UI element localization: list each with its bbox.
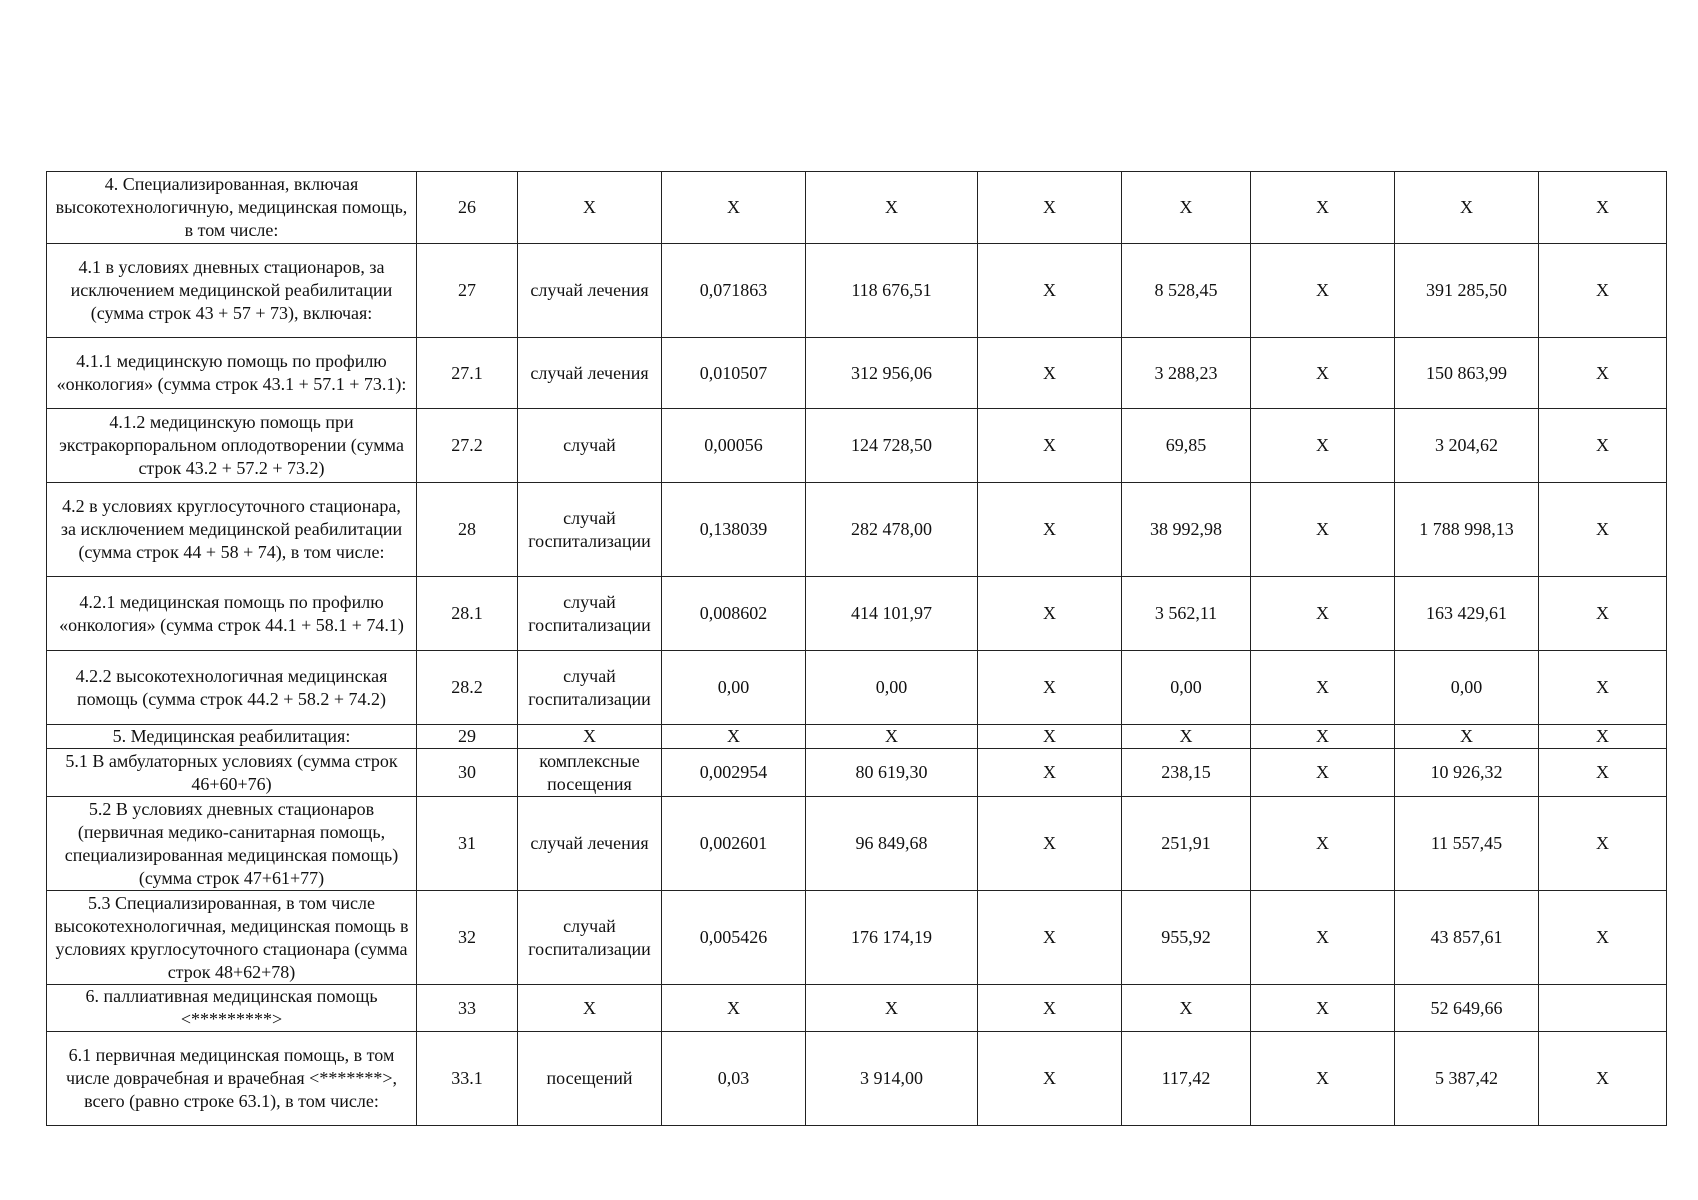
value-cell-5: Х <box>1251 577 1395 651</box>
value-cell-6: 43 857,61 <box>1395 891 1539 985</box>
value-cell-1: Х <box>662 172 806 244</box>
value-cell-6: 1 788 998,13 <box>1395 483 1539 577</box>
row-name-cell: 4.1 в условиях дневных стационаров, за исключением медицинской реабилитации (сумма строк 43 + 57 + 73), включая: <box>47 244 417 338</box>
value-cell-7: Х <box>1539 338 1667 409</box>
value-cell-6: 150 863,99 <box>1395 338 1539 409</box>
value-cell-3: Х <box>978 1032 1122 1126</box>
value-cell-4: Х <box>1122 725 1251 749</box>
table-row <box>47 749 1667 797</box>
value-cell-2: 80 619,30 <box>806 749 978 797</box>
value-cell-3: Х <box>978 985 1122 1032</box>
value-cell-6: 391 285,50 <box>1395 244 1539 338</box>
value-cell-7: Х <box>1539 172 1667 244</box>
value-cell-4: 3 562,11 <box>1122 577 1251 651</box>
value-cell-3: Х <box>978 651 1122 725</box>
value-cell-2: 282 478,00 <box>806 483 978 577</box>
row-number-cell: 27.1 <box>417 338 518 409</box>
value-cell-4: 8 528,45 <box>1122 244 1251 338</box>
value-cell-4: 251,91 <box>1122 797 1251 891</box>
value-cell-2: 3 914,00 <box>806 1032 978 1126</box>
value-cell-7: Х <box>1539 1032 1667 1126</box>
row-name-cell: 4.1.1 медицинскую помощь по профилю «онкология» (сумма строк 43.1 + 57.1 + 73.1): <box>47 338 417 409</box>
value-cell-5: Х <box>1251 797 1395 891</box>
row-number-cell: 28.1 <box>417 577 518 651</box>
value-cell-3: Х <box>978 797 1122 891</box>
value-cell-7: Х <box>1539 483 1667 577</box>
row-name-cell: 5.1 В амбулаторных условиях (сумма строк 46+60+76) <box>47 749 417 797</box>
value-cell-1: 0,008602 <box>662 577 806 651</box>
table-row <box>47 172 1667 244</box>
value-cell-7: Х <box>1539 244 1667 338</box>
value-cell-7: Х <box>1539 749 1667 797</box>
unit-cell: Х <box>518 172 662 244</box>
value-cell-3: Х <box>978 244 1122 338</box>
value-cell-5: Х <box>1251 338 1395 409</box>
table-row <box>47 338 1667 409</box>
value-cell-1: 0,005426 <box>662 891 806 985</box>
value-cell-4: 0,00 <box>1122 651 1251 725</box>
unit-cell: случай госпитализации <box>518 891 662 985</box>
value-cell-5: Х <box>1251 1032 1395 1126</box>
value-cell-5: Х <box>1251 651 1395 725</box>
row-name-cell: 4.2 в условиях круглосуточного стационара, за исключением медицинской реабилитации (сумма строк 44 + 58 + 74), в том числе: <box>47 483 417 577</box>
row-name-cell: 4.2.2 высокотехнологичная медицинская помощь (сумма строк 44.2 + 58.2 + 74.2) <box>47 651 417 725</box>
row-number-cell: 33.1 <box>417 1032 518 1126</box>
value-cell-1: Х <box>662 725 806 749</box>
row-name-cell: 5.3 Специализированная, в том числе высокотехнологичная, медицинская помощь в условиях круглосуточного стационара (сумма строк 48+62+78) <box>47 891 417 985</box>
value-cell-6: 10 926,32 <box>1395 749 1539 797</box>
value-cell-2: Х <box>806 172 978 244</box>
value-cell-1: 0,071863 <box>662 244 806 338</box>
value-cell-7: Х <box>1539 651 1667 725</box>
table-row <box>47 651 1667 725</box>
value-cell-5: Х <box>1251 985 1395 1032</box>
value-cell-6: Х <box>1395 172 1539 244</box>
value-cell-1: 0,138039 <box>662 483 806 577</box>
value-cell-7 <box>1539 985 1667 1032</box>
value-cell-3: Х <box>978 891 1122 985</box>
value-cell-4: 38 992,98 <box>1122 483 1251 577</box>
table-row <box>47 409 1667 483</box>
value-cell-3: Х <box>978 483 1122 577</box>
value-cell-7: Х <box>1539 797 1667 891</box>
unit-cell: Х <box>518 725 662 749</box>
unit-cell: случай <box>518 409 662 483</box>
value-cell-2: Х <box>806 725 978 749</box>
unit-cell: случай лечения <box>518 797 662 891</box>
value-cell-5: Х <box>1251 483 1395 577</box>
value-cell-7: Х <box>1539 409 1667 483</box>
row-name-cell: 6. паллиативная медицинская помощь <*********> <box>47 985 417 1032</box>
row-number-cell: 27.2 <box>417 409 518 483</box>
value-cell-2: 312 956,06 <box>806 338 978 409</box>
value-cell-1: 0,03 <box>662 1032 806 1126</box>
value-cell-4: 955,92 <box>1122 891 1251 985</box>
value-cell-3: Х <box>978 577 1122 651</box>
row-number-cell: 30 <box>417 749 518 797</box>
value-cell-2: 124 728,50 <box>806 409 978 483</box>
value-cell-5: Х <box>1251 172 1395 244</box>
unit-cell: случай лечения <box>518 338 662 409</box>
table-row <box>47 1032 1667 1126</box>
row-name-cell: 5. Медицинская реабилитация: <box>47 725 417 749</box>
value-cell-5: Х <box>1251 725 1395 749</box>
table-body <box>47 172 1667 1126</box>
value-cell-6: 163 429,61 <box>1395 577 1539 651</box>
value-cell-6: 0,00 <box>1395 651 1539 725</box>
row-number-cell: 29 <box>417 725 518 749</box>
value-cell-7: Х <box>1539 577 1667 651</box>
unit-cell: случай лечения <box>518 244 662 338</box>
value-cell-4: 238,15 <box>1122 749 1251 797</box>
table-row <box>47 985 1667 1032</box>
row-name-cell: 4. Специализированная, включая высокотехнологичную, медицинская помощь, в том числе: <box>47 172 417 244</box>
row-number-cell: 31 <box>417 797 518 891</box>
row-name-cell: 6.1 первичная медицинская помощь, в том числе доврачебная и врачебная <*******>, всего (равно строке 63.1), в том числе: <box>47 1032 417 1126</box>
value-cell-5: Х <box>1251 891 1395 985</box>
value-cell-5: Х <box>1251 244 1395 338</box>
unit-cell: Х <box>518 985 662 1032</box>
value-cell-3: Х <box>978 172 1122 244</box>
table-row <box>47 797 1667 891</box>
value-cell-1: Х <box>662 985 806 1032</box>
value-cell-5: Х <box>1251 409 1395 483</box>
table-row <box>47 244 1667 338</box>
value-cell-2: 96 849,68 <box>806 797 978 891</box>
row-number-cell: 28.2 <box>417 651 518 725</box>
value-cell-4: 117,42 <box>1122 1032 1251 1126</box>
value-cell-6: 52 649,66 <box>1395 985 1539 1032</box>
value-cell-4: 3 288,23 <box>1122 338 1251 409</box>
value-cell-3: Х <box>978 338 1122 409</box>
table-row <box>47 483 1667 577</box>
value-cell-7: Х <box>1539 891 1667 985</box>
unit-cell: случай госпитализации <box>518 483 662 577</box>
medical-care-table <box>46 171 1667 1126</box>
value-cell-1: 0,010507 <box>662 338 806 409</box>
value-cell-3: Х <box>978 409 1122 483</box>
value-cell-2: 414 101,97 <box>806 577 978 651</box>
value-cell-7: Х <box>1539 725 1667 749</box>
value-cell-2: 176 174,19 <box>806 891 978 985</box>
row-name-cell: 4.2.1 медицинская помощь по профилю «онкология» (сумма строк 44.1 + 58.1 + 74.1) <box>47 577 417 651</box>
value-cell-5: Х <box>1251 749 1395 797</box>
row-name-cell: 5.2 В условиях дневных стационаров (первичная медико-санитарная помощь, специализированная медицинская помощь) (сумма строк 47+61+77) <box>47 797 417 891</box>
value-cell-3: Х <box>978 725 1122 749</box>
row-number-cell: 26 <box>417 172 518 244</box>
unit-cell: случай госпитализации <box>518 577 662 651</box>
value-cell-1: 0,002601 <box>662 797 806 891</box>
value-cell-1: 0,00 <box>662 651 806 725</box>
value-cell-4: Х <box>1122 985 1251 1032</box>
row-number-cell: 28 <box>417 483 518 577</box>
value-cell-4: 69,85 <box>1122 409 1251 483</box>
unit-cell: случай госпитализации <box>518 651 662 725</box>
unit-cell: посещений <box>518 1032 662 1126</box>
value-cell-4: Х <box>1122 172 1251 244</box>
value-cell-2: Х <box>806 985 978 1032</box>
value-cell-3: Х <box>978 749 1122 797</box>
row-name-cell: 4.1.2 медицинскую помощь при экстракорпоральном оплодотворении (сумма строк 43.2 + 57.2 + 73.2) <box>47 409 417 483</box>
value-cell-6: 3 204,62 <box>1395 409 1539 483</box>
table-row <box>47 891 1667 985</box>
value-cell-6: 11 557,45 <box>1395 797 1539 891</box>
value-cell-6: Х <box>1395 725 1539 749</box>
value-cell-2: 118 676,51 <box>806 244 978 338</box>
value-cell-2: 0,00 <box>806 651 978 725</box>
row-number-cell: 33 <box>417 985 518 1032</box>
table-row <box>47 725 1667 749</box>
table-row <box>47 577 1667 651</box>
value-cell-6: 5 387,42 <box>1395 1032 1539 1126</box>
value-cell-1: 0,002954 <box>662 749 806 797</box>
value-cell-1: 0,00056 <box>662 409 806 483</box>
row-number-cell: 32 <box>417 891 518 985</box>
unit-cell: комплексные посещения <box>518 749 662 797</box>
row-number-cell: 27 <box>417 244 518 338</box>
